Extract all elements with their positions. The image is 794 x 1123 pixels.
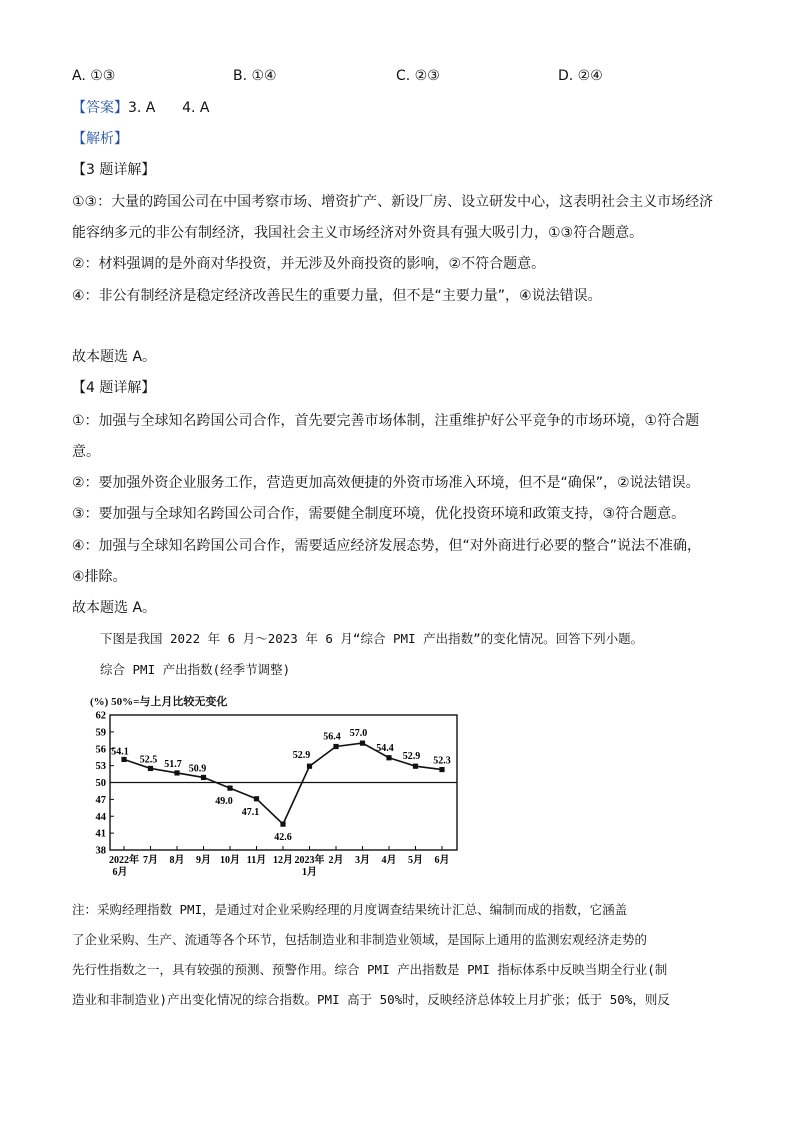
chart-caption: 综合 PMI 产出指数(经季节调整) (100, 662, 291, 677)
y-tick-label: 38 (95, 845, 106, 857)
data-point (201, 775, 206, 780)
data-label: 51.7 (164, 758, 182, 770)
option-c: C. ②③ (396, 68, 440, 84)
data-point (386, 755, 391, 760)
note-line-3: 先行性指数之一，具有较强的预测、预警作用。综合 PMI 产出指数是 PMI 指标体系中反映当期全行业(制 (72, 962, 668, 977)
q3-line-4: ④：非公有制经济是稳定经济改善民生的重要力量，但不是“主要力量”，④说法错误。 (72, 288, 602, 304)
data-label: 57.0 (349, 728, 368, 740)
data-point (174, 770, 179, 775)
x-tick-label: 10月 (220, 855, 240, 866)
answer-tag: 【答案】 (72, 100, 128, 116)
q4-line-4: ③：要加强与全球知名跨国公司合作，需要健全制度环境，优化投资环境和政策支持，③符合题意。 (72, 506, 686, 522)
y-tick-label: 50 (95, 778, 106, 789)
q4-line-6: ④排除。 (72, 569, 127, 585)
data-point (121, 757, 126, 762)
x-tick-label: 5月 (408, 855, 423, 866)
q4-line-2: 意。 (72, 444, 100, 460)
y-tick-label: 47 (95, 794, 106, 806)
note-line-1: 注：采购经理指数 PMI，是通过对企业采购经理的月度调查结果统计汇总、编制而成的指数，它涵盖 (72, 902, 628, 917)
data-label: 56.4 (323, 731, 341, 743)
q4-line-5: ④：加强与全球知名跨国公司合作，需要适应经济发展态势，但“对外商进行必要的整合”说法不准确， (72, 538, 702, 554)
q4-conclusion: 故本题选 A。 (72, 600, 157, 616)
q3-line-3: ②：材料强调的是外商对华投资，并无涉及外商投资的影响，②不符合题意。 (72, 256, 546, 272)
q4-line-3: ②：要加强外资企业服务工作，营造更加高效便捷的外资市场准入环境，但不是“确保”，②说法错误。 (72, 475, 700, 491)
series-line (124, 743, 442, 824)
data-point (439, 767, 444, 772)
chart-title: (%) 50%=与上月比较无变化 (90, 696, 228, 708)
chart-intro: 下图是我国 2022 年 6 月～2023 年 6 月“综合 PMI 产出指数”的变化情况。回答下列小题。 (100, 631, 644, 646)
x-tick-label: 2022年 (109, 855, 139, 866)
data-point (280, 822, 285, 827)
x-tick-label: 2月 (328, 855, 344, 866)
q3-heading: 【3 题详解】 (72, 162, 156, 178)
note-line-2: 了企业采购、生产、流通等各个环节，包括制造业和非制造业领域，是国际上通用的监测宏观经济走势的 (72, 932, 648, 947)
data-point (148, 766, 153, 771)
data-point (227, 786, 232, 791)
y-tick-label: 56 (95, 744, 106, 756)
x-tick-sublabel: 1月 (302, 867, 317, 878)
q3-line-1: ①③：大量的跨国公司在中国考察市场、增资扩产、新设厂房、设立研发中心，这表明社会主义市场经济 (72, 194, 714, 210)
data-label: 50.9 (188, 763, 207, 775)
data-point (333, 744, 338, 749)
x-tick-sublabel: 6月 (112, 867, 128, 878)
data-label: 47.1 (241, 806, 260, 818)
x-tick-label: 3月 (355, 855, 370, 866)
data-label: 54.4 (376, 742, 394, 754)
answer-line (72, 98, 209, 118)
data-label: 52.5 (139, 754, 158, 766)
y-tick-label: 59 (95, 727, 106, 739)
q4-heading: 【4 题详解】 (72, 380, 156, 396)
data-point (360, 741, 365, 746)
x-tick-label: 8月 (169, 855, 185, 866)
data-label: 52.9 (402, 751, 421, 763)
data-label: 52.9 (292, 750, 311, 762)
analysis-tag: 【解析】 (72, 131, 128, 147)
data-label: 42.6 (274, 832, 292, 844)
x-tick-label: 11月 (246, 855, 267, 866)
q3-line-2: 能容纳多元的非公有制经济，我国社会主义市场经济对外资具有强大吸引力，①③符合题意。 (72, 225, 644, 241)
option-a: A. ①③ (72, 68, 116, 84)
y-tick-label: 41 (95, 828, 106, 840)
q3-conclusion: 故本题选 A。 (72, 349, 157, 365)
x-tick-label: 6月 (434, 855, 450, 866)
data-point (254, 796, 259, 801)
y-tick-label: 53 (95, 761, 106, 773)
x-tick-label: 12月 (273, 855, 293, 866)
answer-text: 3. A 4. A (128, 100, 210, 116)
x-tick-label: 7月 (143, 855, 158, 866)
data-label: 49.0 (215, 796, 233, 808)
x-tick-label: 4月 (381, 855, 397, 866)
data-point (413, 764, 418, 769)
option-b: B. ①④ (233, 68, 277, 84)
data-label: 52.3 (433, 755, 451, 767)
q4-line-1: ①：加强与全球知名跨国公司合作，首先要完善市场体制，注重维护好公平竞争的市场环境，①符合题 (72, 413, 700, 429)
data-label: 54.1 (111, 746, 129, 758)
data-point (307, 764, 312, 769)
x-tick-label: 2023年 (294, 855, 325, 866)
option-d: D. ②④ (558, 68, 603, 84)
note-line-4: 造业和非制造业)产出变化情况的综合指数。PMI 高于 50%时，反映经济总体较上月扩张；低于 50%，则反 (72, 992, 670, 1007)
y-tick-label: 62 (95, 710, 106, 722)
pmi-line-chart (84, 690, 464, 880)
x-tick-label: 9月 (196, 855, 211, 866)
y-tick-label: 44 (95, 811, 106, 823)
